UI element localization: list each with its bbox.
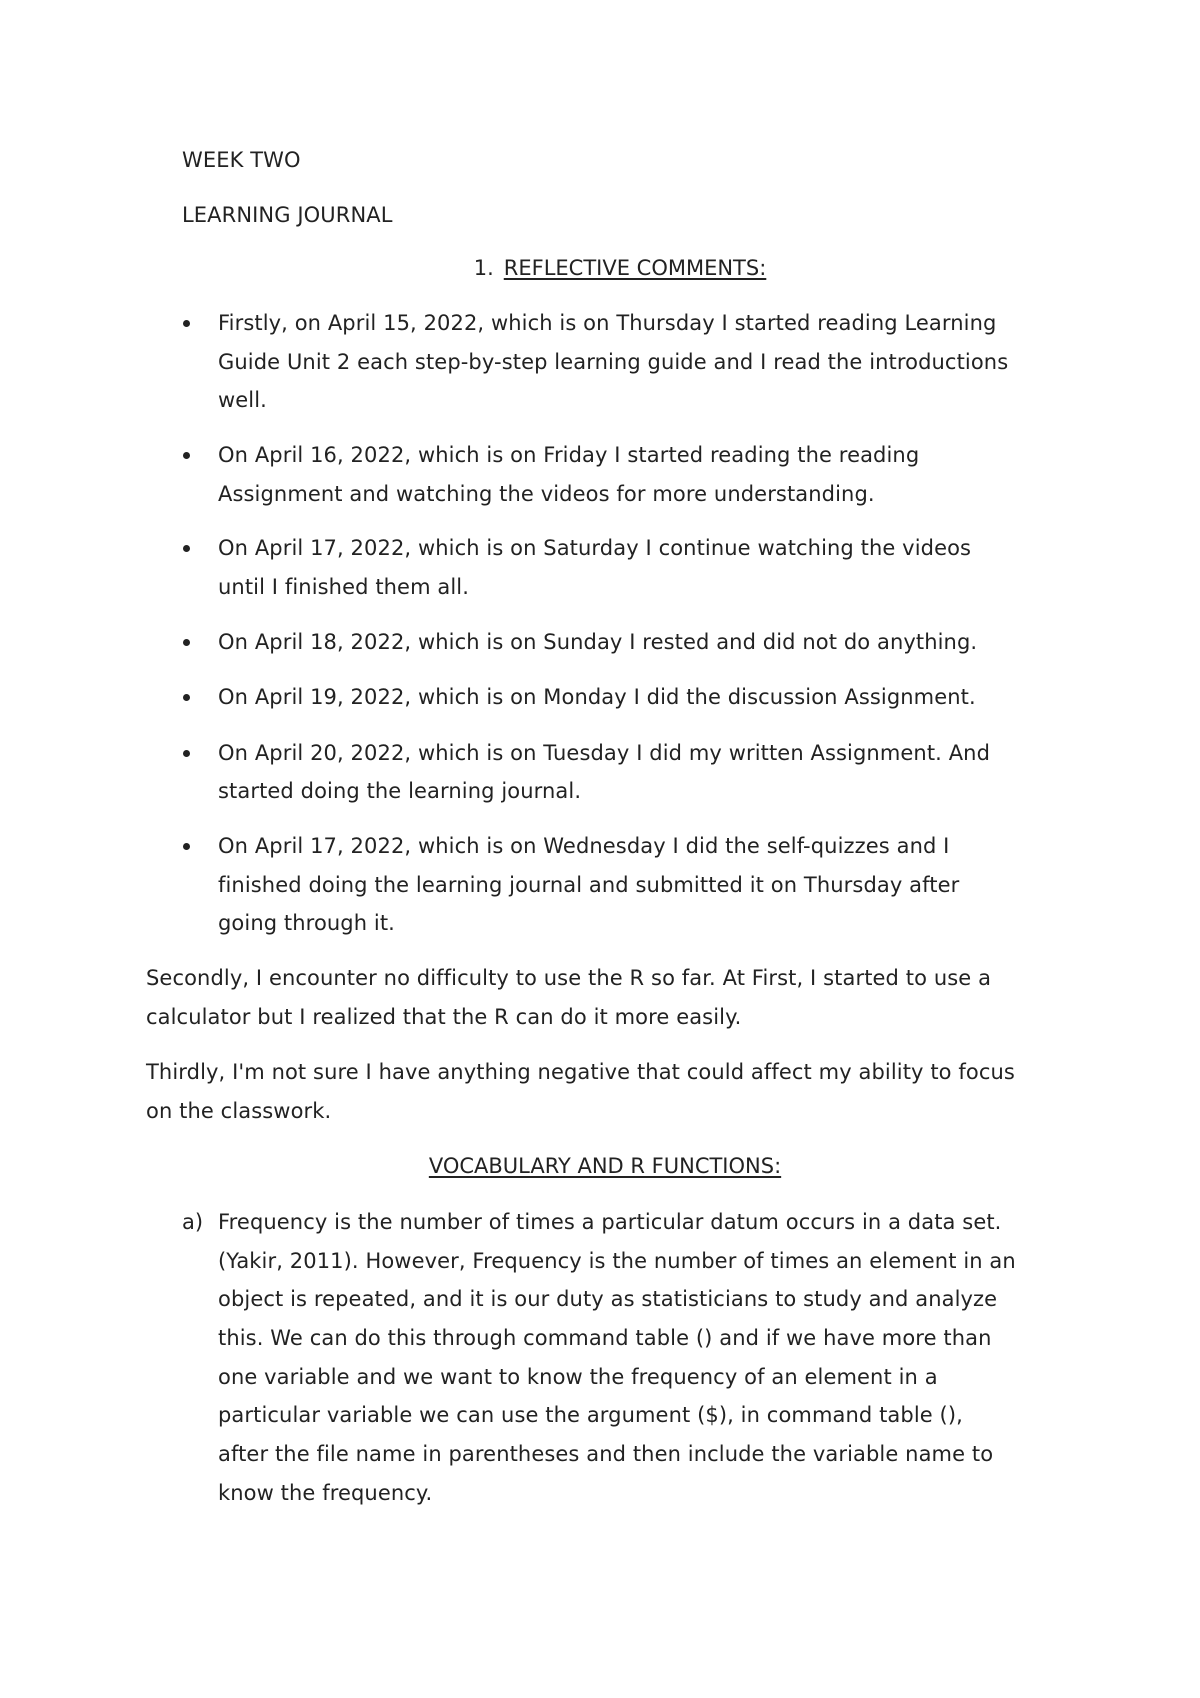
section-number: 1.: [473, 256, 494, 280]
bullet-2-line-2: Assignment and watching the videos for more understanding.: [218, 482, 875, 506]
bullet-3-line-2: until I finished them all.: [218, 575, 470, 599]
item-a-line-3: object is repeated, and it is our duty as statisticians to study and analyze: [218, 1287, 998, 1311]
item-a-line-6: particular variable we can use the argument ($), in command table (),: [218, 1403, 963, 1427]
bullet-3-line-1: On April 17, 2022, which is on Saturday I continue watching the videos: [218, 536, 972, 560]
list-marker: a): [182, 1210, 204, 1234]
bullet-6-line-1: On April 20, 2022, which is on Tuesday I did my written Assignment. And: [218, 741, 991, 765]
journal-label: LEARNING JOURNAL: [182, 203, 393, 227]
item-a-line-4: this. We can do this through command table () and if we have more than: [218, 1326, 992, 1350]
bullet-icon: [183, 545, 190, 552]
section-heading-vocabulary: [0, 1152, 1200, 1180]
bullet-2-line-1: On April 16, 2022, which is on Friday I started reading the reading: [218, 443, 920, 467]
bullet-6-line-2: started doing the learning journal.: [218, 779, 582, 803]
week-label: WEEK TWO: [182, 148, 301, 172]
bullet-icon: [183, 320, 190, 327]
bullet-5-line-1: On April 19, 2022, which is on Monday I did the discussion Assignment.: [218, 685, 976, 709]
bullet-1-line-1: Firstly, on April 15, 2022, which is on Thursday I started reading Learning: [218, 311, 997, 335]
section-title: VOCABULARY AND R FUNCTIONS:: [428, 1154, 782, 1178]
bullet-icon: [183, 452, 190, 459]
item-a-line-5: one variable and we want to know the frequency of an element in a: [218, 1365, 938, 1389]
item-a-line-8: know the frequency.: [218, 1481, 433, 1505]
paragraph-thirdly-line-1: Thirdly, I'm not sure I have anything negative that could affect my ability to focus: [146, 1060, 1015, 1084]
bullet-1-line-3: well.: [218, 388, 267, 412]
item-a-line-1: Frequency is the number of times a particular datum occurs in a data set.: [218, 1210, 1002, 1234]
bullet-icon: [183, 750, 190, 757]
bullet-1-line-2: Guide Unit 2 each step-by-step learning guide and I read the introductions: [218, 350, 1009, 374]
bullet-7-line-3: going through it.: [218, 911, 395, 935]
bullet-icon: [183, 639, 190, 646]
paragraph-secondly-line-2: calculator but I realized that the R can do it more easily.: [146, 1005, 742, 1029]
section-title: REFLECTIVE COMMENTS:: [503, 256, 767, 280]
bullet-icon: [183, 843, 190, 850]
paragraph-secondly-line-1: Secondly, I encounter no difficulty to use the R so far. At First, I started to use a: [146, 966, 992, 990]
bullet-7-line-2: finished doing the learning journal and submitted it on Thursday after: [218, 873, 960, 897]
paragraph-thirdly-line-2: on the classwork.: [146, 1099, 332, 1123]
item-a-line-2: (Yakir, 2011). However, Frequency is the number of times an element in an: [218, 1249, 1016, 1273]
bullet-7-line-1: On April 17, 2022, which is on Wednesday I did the self-quizzes and I: [218, 834, 950, 858]
bullet-icon: [183, 694, 190, 701]
section-heading-reflective: [0, 254, 1200, 282]
item-a-line-7: after the file name in parentheses and then include the variable name to: [218, 1442, 994, 1466]
bullet-4-line-1: On April 18, 2022, which is on Sunday I rested and did not do anything.: [218, 630, 978, 654]
